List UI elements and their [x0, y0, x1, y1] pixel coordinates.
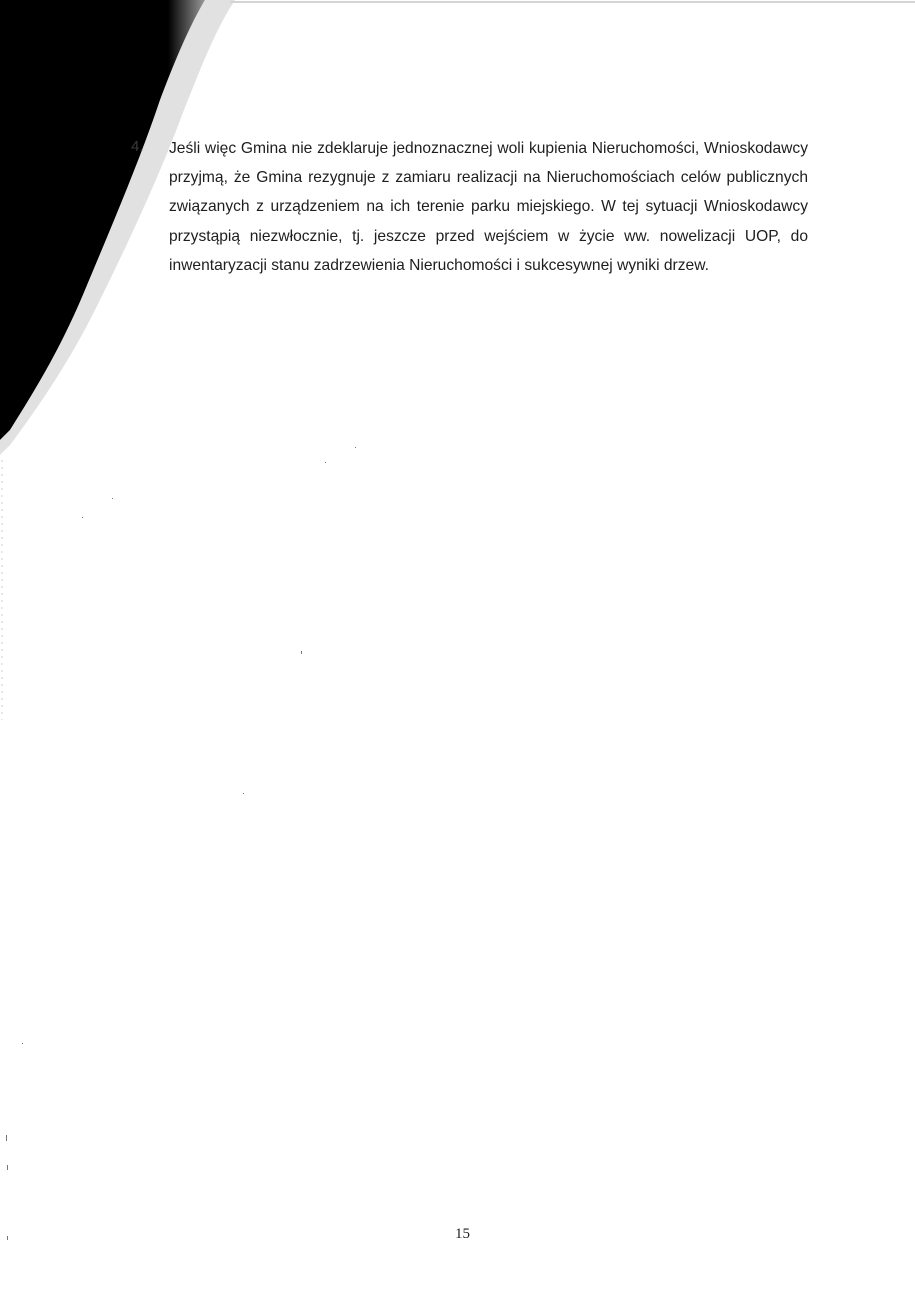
page-number: 15: [455, 1226, 470, 1242]
body-paragraph: Jeśli więc Gmina nie zdeklaruje jednoznacznej woli kupienia Nieruchomości, Wnioskodawcy przyjmą, że Gmina rezygnuje z zamiaru realizacji na Nieruchomościach celów publicznych związanych z urządzeniem na ich terenie parku miejskiego. W tej sytuacji Wnioskodawcy przystąpią niezwłocznie, tj. jeszcze przed wejściem w życie ww. nowelizacji UOP, do inwentaryzacji stanu zadrzewienia Nieruchomości i sukcesywnej wyniki drzew.: [169, 140, 808, 274]
list-item-number: 4.: [131, 138, 144, 155]
